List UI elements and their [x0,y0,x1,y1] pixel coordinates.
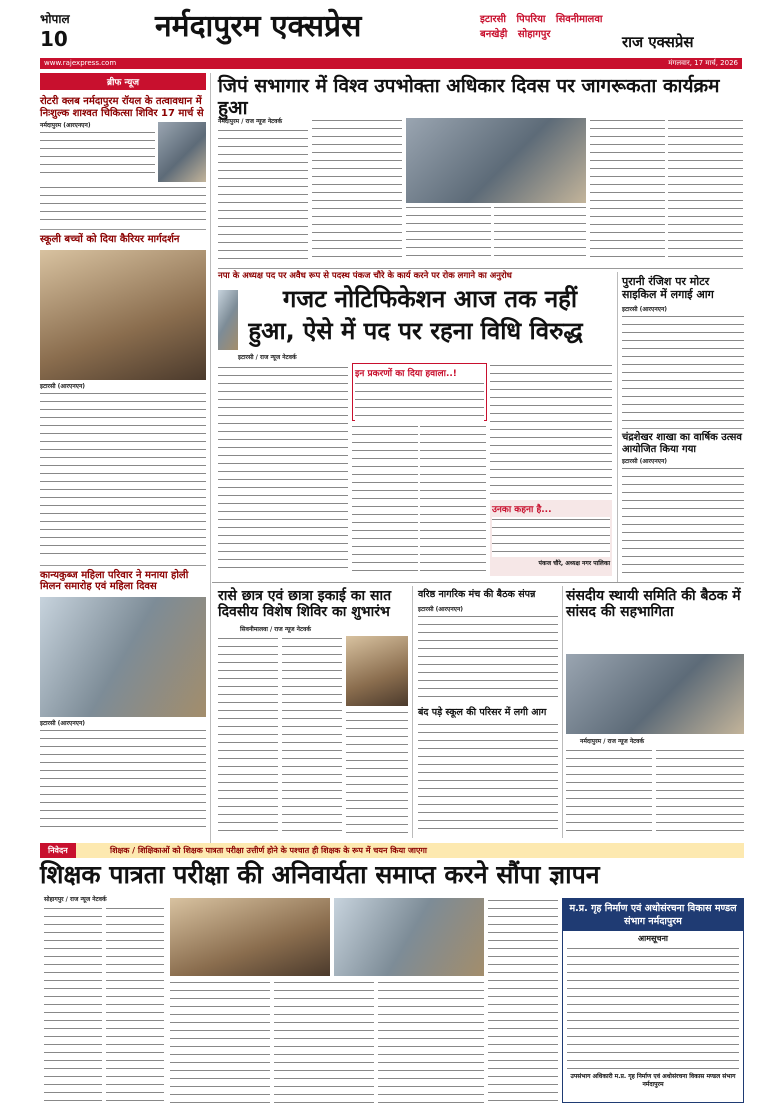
brief-body [40,130,155,180]
bottom-kicker: शिक्षक / शिक्षिकाओं को शिक्षक पात्रता परीक्षा उत्तीर्ण होने के पश्चात ही शिक्षक के रूप में चयन किया जाएगा [110,846,427,855]
right-top-dateline: इटारसी (आरएनएन) [622,306,668,313]
ad-footer: उपसंभाग अधिकारी म.प्र. गृह निर्माण एवं अधोसंरचना विकास मण्डल संभाग नर्मदापुरम [570,1073,736,1088]
top-story-body [312,118,402,263]
main-story-byline: इटारसी / राज न्यूज नेटवर्क [238,354,297,361]
ad-box [562,898,744,1103]
camp-headline: रासे छात्र एवं छात्रा इकाई का सात दिवसीय विशेष शिविर का शुभारंभ [218,588,392,621]
masthead-title: नर्मदापुरम एक्सप्रेस [155,9,362,44]
ad-title: म.प्र. गृह निर्माण एवं अधोसंरचना विकास मण्डल संभाग नर्मदापुरम [563,899,743,931]
bottom-body [170,980,270,1103]
brief-headline: कान्यकुब्ज महिला परिवार ने मनाया होली मिलन समारोह एवं महिला दिवस [40,569,189,592]
brief-dateline: इटारसी (आरएनएन) [40,382,86,390]
main-story-headline-1: गजट नोटिफिकेशन आज तक नहीं [282,285,578,313]
committee-body [656,748,744,836]
top-story-photo [406,118,586,203]
camp-byline: सिवनीमालवा / राज न्यूज नेटवर्क [240,626,311,633]
top-story-byline: नर्मदापुरम / राज न्यूज नेटवर्क [218,118,283,125]
senior-meet-body [418,614,558,704]
brief-dateline: नर्मदापुरम (आरएनएन) [40,122,91,129]
senior-meet-headline: वरिष्ठ नागरिक मंच की बैठक संपन्न [418,589,536,600]
bottom-body [44,906,102,1103]
website-link[interactable]: www.rajexpress.com [44,59,117,67]
camp-body [218,636,278,836]
camp-body [282,636,342,836]
top-story-headline: जिपं सभागार में विश्व उपभोक्ता अधिकार दिवस पर जागरूकता कार्यक्रम हुआ [218,75,720,119]
camp-body [346,710,408,836]
cases-box-title: इन प्रकरणों का दिया हवाला..! [355,369,457,379]
main-story-headline-2: हुआ, ऐसे में पद पर रहना विधि विरुद्ध [248,317,583,345]
masthead-bar [40,58,742,69]
main-story-body [490,363,612,498]
bottom-body [106,906,164,1103]
school-fire-headline: बंद पड़े स्कूल की परिसर में लगी आग [418,707,547,718]
brief-dateline: इटारसी (आरएनएन) [40,719,86,727]
top-story-body [668,118,743,263]
top-story-body [590,118,665,263]
top-story-body [494,205,586,263]
main-story-body [218,365,348,575]
town-item: इटारसी [480,14,506,25]
right-mid-dateline: इटारसी (आरएनएन) [622,458,668,465]
bottom-photo [170,898,330,976]
school-fire-body [418,722,558,836]
top-story-body [218,128,308,263]
committee-photo [566,654,744,734]
committee-headline: संसदीय स्थायी समिति की बैठक में सांसद की सहभागिता [566,588,741,621]
quote-box-title: उनका कहना है... [492,505,552,515]
bottom-body [378,980,484,1103]
ad-body [567,946,739,1071]
bottom-kicker-label: निवेदन [40,843,76,858]
ad-subtitle: आमसूचना [638,934,668,943]
bottom-body [274,980,374,1103]
brief-headline: स्कूली बच्चों को दिया कैरियर मार्गदर्शन [40,234,180,245]
brief-body [40,185,206,225]
right-top-body [622,314,744,424]
main-story-body [352,424,418,574]
town-item: सिवनीमालवा [555,14,603,25]
town-item: पिपरिया [516,14,546,25]
brand-name: राज एक्सप्रेस [622,33,694,51]
bottom-headline: शिक्षक पात्रता परीक्षा की अनिवार्यता समाप्त करने सौंपा ज्ञापन [40,860,600,889]
right-mid-headline: चंद्रशेखर शाखा का वार्षिक उत्सव आयोजित किया गया [622,432,742,455]
brief-body [40,391,206,561]
brief-label: ब्रीफ न्यूज [40,73,206,90]
top-story-body [406,205,491,263]
committee-byline: नर्मदापुरम / राज न्यूज नेटवर्क [580,738,645,745]
brief-photo [158,122,206,182]
bottom-byline: सोहागपुर / राज न्यूज नेटवर्क [44,896,107,903]
brief-photo [40,250,206,380]
masthead-left [40,10,100,51]
bottom-photo [334,898,484,976]
right-top-headline: पुरानी रंजिश पर मोटर साइकिल में लगाई आग [622,275,714,301]
issue-date: मंगलवार, 17 मार्च, 2026 [668,59,738,67]
quote-author: पंकज चौरे, अध्यक्ष नगर पालिका [538,560,610,567]
main-story-photo [218,290,238,350]
town-item: बनखेड़ी [480,29,508,40]
city-name: भोपाल [40,12,70,26]
committee-body [566,748,652,836]
camp-photo [346,636,408,706]
page-number: 10 [40,27,68,51]
main-story-kicker: नपा के अध्यक्ष पद पर अवैध रूप से पदस्थ पंकज चौरे के कार्य करने पर रोक लगाने का अनुरोध [218,271,512,281]
bottom-body [488,898,558,1103]
bottom-kicker-bar [40,843,744,858]
brief-headline: रोटरी क्लब नर्मदापुरम रॉयल के तत्वावधान में निःशुल्क शाश्वत चिकित्सा शिविर 17 मार्च से [40,96,204,119]
quote-box [490,500,612,576]
senior-meet-dateline: इटारसी (आरएनएन) [418,606,464,613]
right-mid-body [622,466,744,578]
cases-box [352,363,487,421]
main-story-body [420,424,486,574]
brief-body [40,728,206,828]
brief-photo [40,597,206,717]
town-item: सोहागपुर [517,29,551,40]
